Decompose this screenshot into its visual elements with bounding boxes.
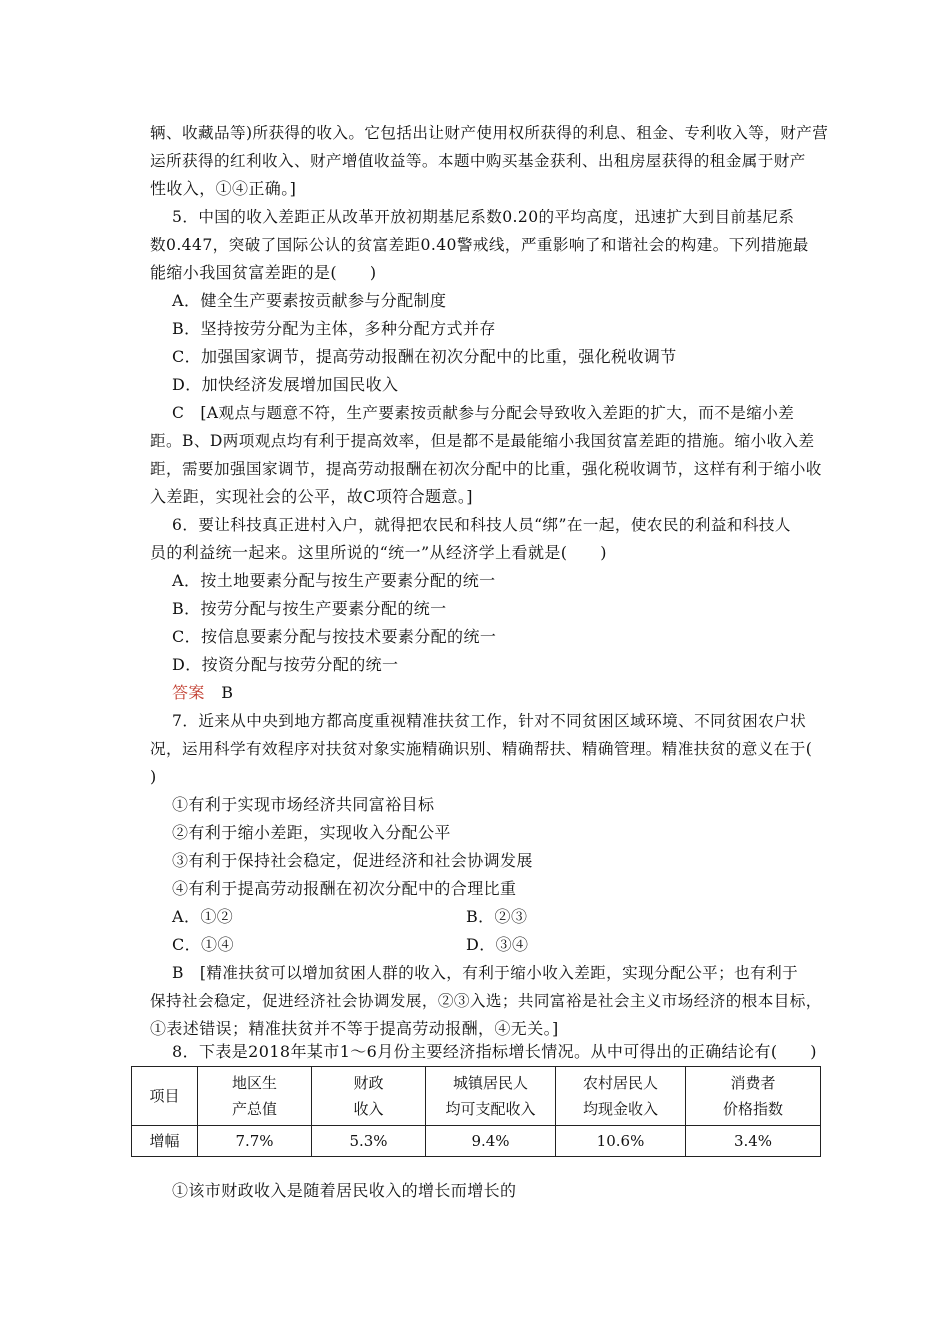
text-line: 能缩小我国贫富差距的是( ) (150, 263, 377, 282)
text-line: 数0.447，突破了国际公认的贫富差距0.40警戒线，严重影响了和谐社会的构建。下列措施最 (150, 236, 809, 254)
table-header-cell: 城镇居民人 均可支配收入 (426, 1067, 556, 1126)
question-5-stem: 5．中国的收入差距正从改革开放初期基尼系数0.20的平均高度，迅速扩大到目前基尼系 (172, 208, 795, 226)
table-cell: 7.7% (198, 1126, 312, 1157)
text-line: 员的利益统一起来。这里所说的“统一”从经济学上看就是( ) (150, 543, 607, 562)
text-line: 辆、收藏品等)所获得的收入。它包括出让财产使用权所获得的利息、租金、专利收入等，财产营 (150, 124, 829, 142)
question-7-stem: 7．近来从中央到地方都高度重视精准扶贫工作，针对不同贫困区域环境、不同贫困农户状 (172, 712, 807, 730)
table-corner-cell: 项目 (132, 1067, 198, 1126)
explanation-5: C [A观点与题意不符，生产要素按贡献参与分配会导致收入差距的扩大，而不是缩小差 (172, 404, 795, 422)
option-d: D．加快经济发展增加国民收入 (172, 375, 399, 394)
option-a: A．健全生产要素按贡献参与分配制度 (172, 291, 447, 310)
answer-value: B (221, 683, 234, 702)
statement-3: ③有利于保持社会稳定，促进经济和社会协调发展 (172, 851, 533, 870)
option-b: B．坚持按劳分配为主体，多种分配方式并存 (172, 319, 496, 338)
question-8-stem: 8．下表是2018年某市1～6月份主要经济指标增长情况。从中可得出的正确结论有( ) (172, 1042, 817, 1061)
table-cell: 10.6% (556, 1126, 686, 1157)
option-b: B．②③ (466, 907, 528, 926)
explanation-7: B [精准扶贫可以增加贫困人群的收入，有利于缩小收入差距，实现分配公平；也有利于 (172, 964, 799, 982)
statement-1: ①该市财政收入是随着居民收入的增长而增长的 (172, 1181, 517, 1200)
option-a: A．按土地要素分配与按生产要素分配的统一 (172, 571, 496, 590)
option-c: C．①④ (172, 935, 234, 954)
text-line: ①表述错误；精准扶贫并不等于提高劳动报酬，④无关。] (150, 1019, 559, 1038)
option-d: D．按资分配与按劳分配的统一 (172, 655, 399, 674)
answer-label: 答案 (172, 683, 205, 702)
table-row-label: 增幅 (132, 1126, 198, 1157)
text-line: 距。B、D两项观点均有利于提高效率，但是都不是最能缩小我国贫富差距的措施。缩小收入差 (150, 432, 815, 450)
table-cell: 9.4% (426, 1126, 556, 1157)
table-header-row (132, 1067, 821, 1126)
text-line: 性收入，①④正确。] (150, 179, 297, 198)
table-header-cell: 财政 收入 (312, 1067, 426, 1126)
text-line: ) (150, 767, 157, 786)
text-line: 保持社会稳定，促进经济社会协调发展，②③入选；共同富裕是社会主义市场经济的根本目标， (150, 992, 822, 1010)
option-c: C．加强国家调节，提高劳动报酬在初次分配中的比重，强化税收调节 (172, 347, 677, 366)
table-cell: 5.3% (312, 1126, 426, 1157)
text-line: 运所获得的红利收入、财产增值收益等。本题中购买基金获利、出租房屋获得的租金属于财产 (150, 152, 806, 170)
indicator-table (131, 1066, 821, 1157)
statement-2: ②有利于缩小差距，实现收入分配公平 (172, 823, 451, 842)
text-line: 况，运用科学有效程序对扶贫对象实施精确识别、精确帮扶、精确管理。精准扶贫的意义在于( (150, 740, 813, 758)
option-a: A．①② (172, 907, 234, 926)
table-header-cell: 消费者 价格指数 (686, 1067, 821, 1126)
answer-6 (172, 683, 233, 703)
option-b: B．按劳分配与按生产要素分配的统一 (172, 599, 447, 618)
statement-4: ④有利于提高劳动报酬在初次分配中的合理比重 (172, 879, 517, 898)
option-d: D．③④ (466, 935, 529, 954)
table-header-cell: 农村居民人 均现金收入 (556, 1067, 686, 1126)
table-cell: 3.4% (686, 1126, 821, 1157)
text-line: 距，需要加强国家调节，提高劳动报酬在初次分配中的比重，强化税收调节，这样有利于缩小收 (150, 460, 822, 478)
statement-1: ①有利于实现市场经济共同富裕目标 (172, 795, 435, 814)
table-row (132, 1126, 821, 1157)
question-6-stem: 6．要让科技真正进村入户，就得把农民和科技人员“绑”在一起，使农民的利益和科技人 (172, 516, 791, 534)
text-line: 入差距，实现社会的公平，故C项符合题意。] (150, 487, 473, 506)
table-header-cell: 地区生 产总值 (198, 1067, 312, 1126)
option-c: C．按信息要素分配与按技术要素分配的统一 (172, 627, 497, 646)
